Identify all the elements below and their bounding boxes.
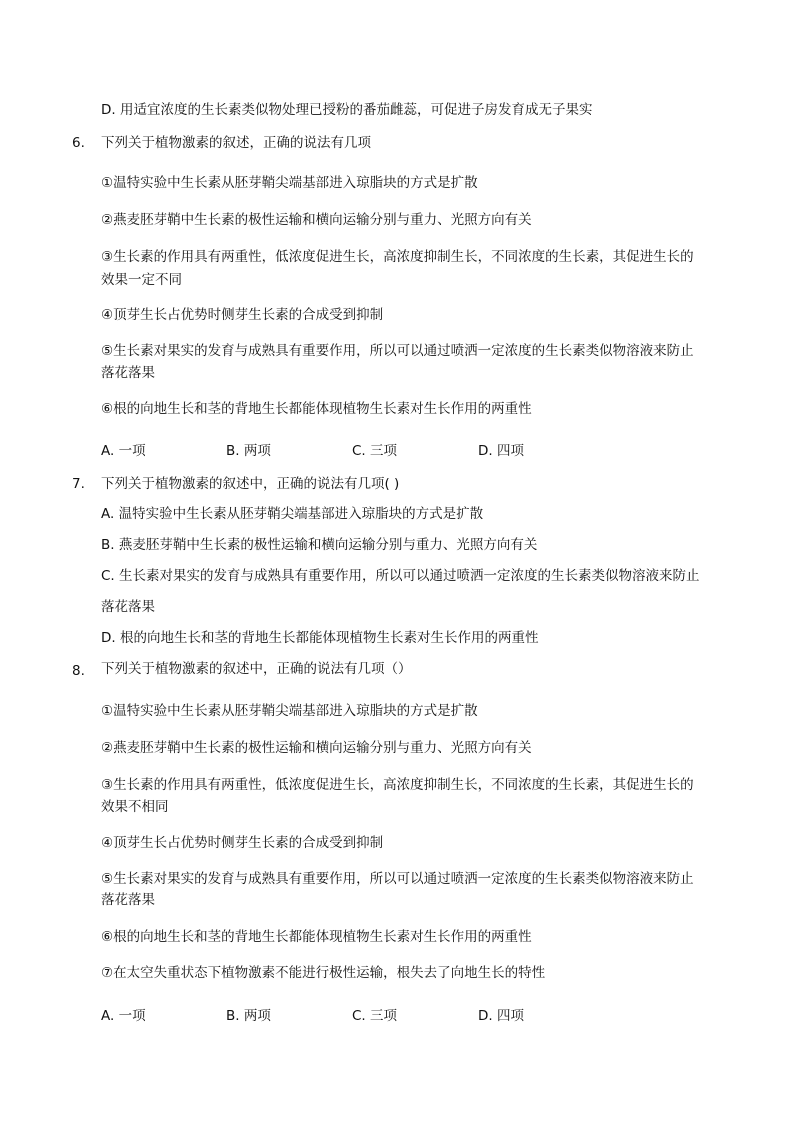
q8-item-2: ②燕麦胚芽鞘中生长素的极性运输和横向运输分别与重力、光照方向有关: [101, 740, 532, 756]
q8-choice-d[interactable]: D. 四项: [478, 1008, 524, 1024]
q7-option-d[interactable]: D. 根的向地生长和茎的背地生长都能体现植物生长素对生长作用的两重性: [101, 630, 539, 646]
q6-item-1: ①温特实验中生长素从胚芽鞘尖端基部进入琼脂块的方式是扩散: [101, 175, 478, 191]
q8-item-3-cont: 效果不相同: [101, 799, 169, 815]
q6-item-3-cont: 效果一定不同: [101, 272, 182, 288]
q8-item-4: ④顶芽生长占优势时侧芽生长素的合成受到抑制: [101, 835, 384, 851]
q6-stem: 下列关于植物激素的叙述，正确的说法有几项: [101, 135, 371, 151]
q8-item-7: ⑦在太空失重状态下植物激素不能进行极性运输，根失去了向地生长的特性: [101, 965, 546, 981]
q7-stem: 下列关于植物激素的叙述中，正确的说法有几项( ): [101, 476, 400, 492]
q8-stem: 下列关于植物激素的叙述中，正确的说法有几项（）: [101, 661, 412, 677]
q6-item-5-cont: 落花落果: [101, 365, 155, 381]
q6-choice-a[interactable]: A. 一项: [101, 443, 146, 459]
q7-number: 7.: [72, 476, 85, 492]
q7-option-c-cont: 落花落果: [101, 599, 155, 615]
q6-item-4: ④顶芽生长占优势时侧芽生长素的合成受到抑制: [101, 307, 384, 323]
q6-choice-b[interactable]: B. 两项: [226, 443, 271, 459]
q7-option-c[interactable]: C. 生长素对果实的发育与成熟具有重要作用，所以可以通过喷洒一定浓度的生长素类似物溶液来防止: [101, 568, 700, 584]
q8-item-6: ⑥根的向地生长和茎的背地生长都能体现植物生长素对生长作用的两重性: [101, 929, 532, 945]
q6-item-6: ⑥根的向地生长和茎的背地生长都能体现植物生长素对生长作用的两重性: [101, 401, 532, 417]
q6-choice-c[interactable]: C. 三项: [352, 443, 398, 459]
q7-option-b[interactable]: B. 燕麦胚芽鞘中生长素的极性运输和横向运输分别与重力、光照方向有关: [101, 537, 538, 553]
q8-item-5: ⑤生长素对果实的发育与成熟具有重要作用，所以可以通过喷洒一定浓度的生长素类似物溶液来防止: [101, 871, 694, 887]
q8-item-3: ③生长素的作用具有两重性，低浓度促进生长，高浓度抑制生长，不同浓度的生长素，其促进生长的: [101, 777, 694, 793]
q6-number: 6.: [72, 135, 85, 151]
q6-item-3: ③生长素的作用具有两重性，低浓度促进生长，高浓度抑制生长，不同浓度的生长素，其促进生长的: [101, 249, 694, 265]
q7-option-a[interactable]: A. 温特实验中生长素从胚芽鞘尖端基部进入琼脂块的方式是扩散: [101, 506, 484, 522]
q8-choice-a[interactable]: A. 一项: [101, 1008, 146, 1024]
q8-number: 8.: [72, 663, 85, 679]
q6-item-2: ②燕麦胚芽鞘中生长素的极性运输和横向运输分别与重力、光照方向有关: [101, 212, 532, 228]
q8-choice-c[interactable]: C. 三项: [352, 1008, 398, 1024]
q5-option-d: D. 用适宜浓度的生长素类似物处理已授粉的番茄雌蕊，可促进子房发育成无子果实: [101, 102, 593, 118]
q8-choice-b[interactable]: B. 两项: [226, 1008, 271, 1024]
q8-item-5-cont: 落花落果: [101, 892, 155, 908]
q6-choice-d[interactable]: D. 四项: [478, 443, 524, 459]
q8-item-1: ①温特实验中生长素从胚芽鞘尖端基部进入琼脂块的方式是扩散: [101, 703, 478, 719]
q6-item-5: ⑤生长素对果实的发育与成熟具有重要作用，所以可以通过喷洒一定浓度的生长素类似物溶液来防止: [101, 343, 694, 359]
